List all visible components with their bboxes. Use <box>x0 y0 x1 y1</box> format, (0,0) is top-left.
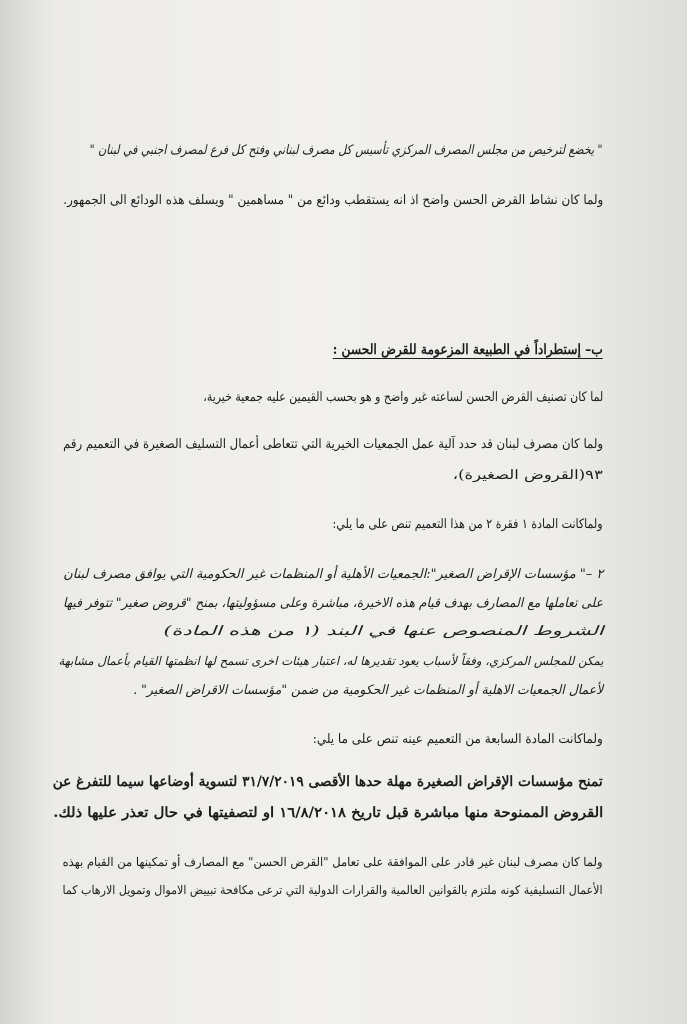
paragraph-line: ولماكانت المادة ١ فقرة ٢ من هذا التعميم تنص على ما يلي: <box>333 517 603 532</box>
paragraph-line: ٩٣(القروض الصغيرة)، <box>453 468 603 483</box>
paragraph-line: ولماكانت المادة السابعة من التعميم عينه تنص على ما يلي: <box>313 732 603 747</box>
quote-line: " يخضع لترخيص من مجلس المصرف المركزي تأسيس كل مصرف لبناني وفتح كل فرع لمصرف اجنبي في لبنان " <box>90 143 603 158</box>
quoted-article-line: الشروط المنصوص عنها في البند (١ من هذه المادة) <box>163 624 603 639</box>
section-heading: ب– إستطراداً في الطبيعة المزعومة للقرض الحسن : <box>333 342 603 358</box>
paragraph-line: ولما كان نشاط القرض الحسن واضح اذ انه يستقطب ودائع من " مساهمين " ويسلف هذه الودائع الى الجمهور. <box>63 193 603 208</box>
paragraph-line: لما كان تصنيف القرض الحسن لساعته غير واضح و هو بحسب القيمين عليه جمعية خيرية، <box>203 390 603 405</box>
paragraph-line: الأعمال التسليفية كونه ملتزم بالقوانين العالمية والقرارات الدولية التي ترعى مكافحة تبييض الاموال وتمويل الارهاب كما <box>63 883 603 897</box>
quoted-article-line: على تعاملها مع المصارف بهدف قيام هذه الاخيرة، مباشرة وعلى مسؤوليتها، بمنح "قروض صغير" تتوفر فيها <box>63 596 603 611</box>
bold-quote-line: القروض الممنوحة منها مباشرة قبل تاريخ ١٦/٨/٢٠١٨ او لتصفيتها في حال تعذر عليها ذلك. <box>53 805 603 821</box>
paragraph-line: ولما كان مصرف لبنان قد حدد آلية عمل الجمعيات الخيرية التي تتعاطى أعمال التسليف الصغيرة في التعميم رقم <box>63 437 603 452</box>
quoted-article-line: لأعمال الجمعيات الاهلية أو المنظمات غير الحكومية من ضمن "مؤسسات الاقراض الصغير" . <box>133 683 603 698</box>
bold-quote-line: تمنح مؤسسات الإقراض الصغيرة مهلة حدها الأقصى ٣١/٧/٢٠١٩ لتسوية أوضاعها سيما للتفرغ عن <box>53 774 603 790</box>
quoted-article-line: يمكن للمجلس المركزي، وفقاً لأسباب يعود تقديرها له، اعتبار هيئات اخرى تسمح لها انظمتها القيام بأعمال مشابهة <box>58 654 603 668</box>
quoted-article-line: ٢ –" مؤسسات الإقراض الصغير":الجمعيات الأهلية أو المنظمات غير الحكومية التي يوافق مصرف لبنان <box>63 567 603 582</box>
paragraph-line: ولما كان مصرف لبنان غير قادر على الموافقة على تعامل "القرض الحسن" مع المصارف أو تمكينها من القيام بهذه <box>63 855 603 869</box>
